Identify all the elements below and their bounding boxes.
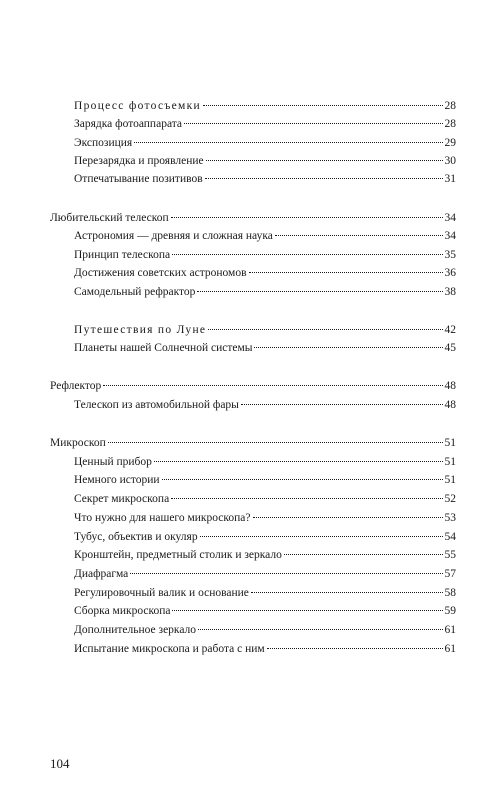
toc-chapter-entry (50, 379, 456, 393)
toc-entry-page: 48 (444, 399, 456, 411)
dot-leader (267, 648, 443, 649)
toc-entry-page: 42 (444, 324, 456, 336)
toc-entry-title: Принцип телескопа (74, 249, 171, 261)
toc-entry-page: 35 (444, 249, 456, 261)
dot-leader (184, 123, 442, 124)
dot-leader (203, 105, 443, 106)
toc-entry (74, 586, 456, 600)
dot-leader (134, 142, 442, 143)
dot-leader (284, 554, 443, 555)
dot-leader (130, 573, 442, 574)
toc-entry-page: 28 (444, 100, 456, 112)
toc-entry-title: Процесс фотосъемки (74, 100, 201, 112)
toc-entry-page: 55 (444, 549, 456, 561)
toc-entry-page: 31 (444, 173, 456, 185)
dot-leader (254, 347, 442, 348)
toc-entry-title: Зарядка фотоаппарата (74, 118, 183, 130)
toc-entry-page: 61 (444, 624, 456, 636)
toc-entry-title: Что нужно для нашего микроскопа? (74, 512, 251, 524)
toc-entry-page: 51 (444, 456, 456, 468)
toc-entry (74, 323, 456, 337)
dot-leader (253, 517, 443, 518)
toc-entry-title: Ценный прибор (74, 456, 152, 468)
toc-entry-page: 53 (444, 512, 456, 524)
toc-entry-title: Путешествия по Луне (74, 324, 207, 336)
toc-entry-title: Самодельный рефрактор (74, 286, 196, 298)
toc-entry-title: Регулировочный валик и основание (74, 587, 249, 599)
toc-entry-page: 45 (444, 342, 456, 354)
toc-entry-title: Дополнительное зеркало (74, 624, 197, 636)
toc-entry (74, 285, 456, 299)
toc-entry (74, 117, 456, 131)
toc-entry-title: Сборка микроскопа (74, 605, 171, 617)
page-number: 104 (50, 756, 70, 771)
toc-entry-page: 59 (444, 605, 456, 617)
toc-entry-page: 29 (444, 137, 456, 149)
dot-leader (162, 479, 443, 480)
toc-entry-page: 57 (444, 568, 456, 580)
toc-entry-title: Тубус, объектив и окуляр (74, 531, 198, 543)
toc-entry (74, 136, 456, 150)
toc-entry (74, 548, 456, 562)
toc-entry-title: Диафрагма (74, 568, 129, 580)
toc-entry (74, 154, 456, 168)
dot-leader (171, 217, 443, 218)
toc-entry-page: 52 (444, 493, 456, 505)
dot-leader (108, 442, 443, 443)
toc-entry (74, 99, 456, 113)
toc-chapter-entry (50, 211, 456, 225)
toc-entry (74, 642, 456, 656)
toc-entry (74, 172, 456, 186)
toc-entry-page: 38 (444, 286, 456, 298)
toc-entry-page: 48 (444, 380, 456, 392)
toc-entry-page: 36 (444, 267, 456, 279)
toc-entry-page: 51 (444, 437, 456, 449)
dot-leader (208, 329, 442, 330)
dot-leader (172, 610, 442, 611)
toc-entry-page: 34 (444, 212, 456, 224)
dot-leader (200, 536, 443, 537)
toc-entry (74, 248, 456, 262)
toc-entry-page: 61 (444, 643, 456, 655)
dot-leader (249, 272, 443, 273)
dot-leader (198, 629, 442, 630)
toc-entry (74, 623, 456, 637)
toc-entry-title: Достижения советских астрономов (74, 267, 247, 279)
toc-entry-page: 58 (444, 587, 456, 599)
toc-entry-title: Рефлектор (50, 380, 102, 392)
dot-leader (154, 461, 443, 462)
toc-entry-title: Секрет микроскопа (74, 493, 170, 505)
dot-leader (205, 178, 443, 179)
toc-entry-page: 51 (444, 474, 456, 486)
dot-leader (241, 404, 443, 405)
dot-leader (171, 498, 442, 499)
toc-entry (74, 266, 456, 280)
toc-entry (74, 341, 456, 355)
toc-entry-title: Любительский телескоп (50, 212, 169, 224)
toc-entry-title: Экспозиция (74, 137, 133, 149)
toc-entry (74, 492, 456, 506)
dot-leader (103, 385, 442, 386)
toc-entry-title: Испытание микроскопа и работа с ним (74, 643, 265, 655)
toc-entry-page: 34 (444, 230, 456, 242)
toc-entry (74, 530, 456, 544)
toc-entry-title: Планеты нашей Солнечной системы (74, 342, 253, 354)
dot-leader (251, 592, 443, 593)
toc-entry-title: Перезарядка и проявление (74, 155, 204, 167)
dot-leader (172, 254, 442, 255)
toc-entry-page: 30 (444, 155, 456, 167)
toc-entry-title: Микроскоп (50, 437, 106, 449)
toc-entry (74, 455, 456, 469)
toc-entry (74, 473, 456, 487)
toc-entry (74, 604, 456, 618)
toc-chapter-entry (50, 436, 456, 450)
toc-entry (74, 567, 456, 581)
toc-entry-page: 54 (444, 531, 456, 543)
toc-entry-title: Немного истории (74, 474, 160, 486)
toc-entry-page: 28 (444, 118, 456, 130)
toc-entry-title: Астрономия — древняя и сложная наука (74, 230, 273, 242)
dot-leader (206, 160, 443, 161)
dot-leader (275, 235, 443, 236)
toc-entry-title: Отпечатывание позитивов (74, 173, 203, 185)
toc-entry-title: Телескоп из автомобильной фары (74, 399, 239, 411)
toc-entry (74, 511, 456, 525)
toc-entry-title: Кронштейн, предметный столик и зеркало (74, 549, 282, 561)
dot-leader (197, 291, 442, 292)
toc-entry (74, 229, 456, 243)
toc-entry (74, 398, 456, 412)
